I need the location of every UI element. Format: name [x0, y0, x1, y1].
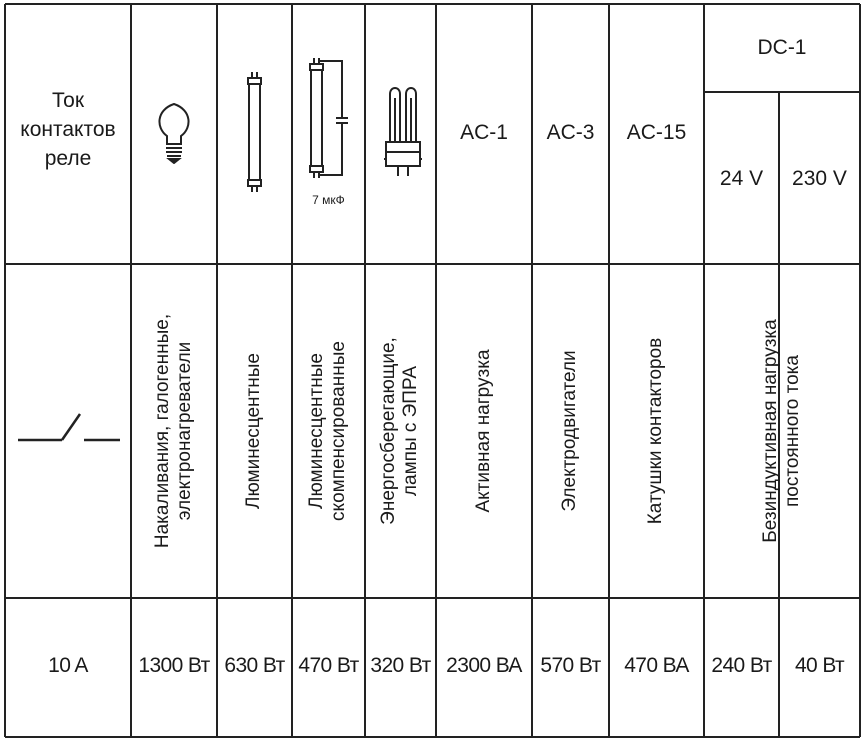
load-motors-label: Электродвигатели: [559, 350, 580, 512]
compact-fluorescent-lamp-icon: [382, 84, 424, 180]
value-active: 2300 ВА: [446, 654, 522, 677]
load-incandescent-label: Накаливания, галогенные, электронагреватели: [152, 313, 195, 549]
load-fluorescent-label: Люминесцентные: [243, 353, 264, 509]
dc1-230v-header: 230 V: [792, 167, 847, 190]
value-dc-230v: 40 Вт: [794, 654, 845, 677]
compensated-fluorescent-icon: [304, 56, 354, 186]
value-incandescent: 1300 Вт: [138, 654, 210, 677]
ac15-header: AC-15: [626, 121, 687, 144]
value-dc-24v: 240 Вт: [711, 654, 772, 677]
load-dc-resistive-label: Безиндуктивная нагрузка постоянного тока: [760, 319, 803, 543]
load-active-label: Активная нагрузка: [473, 349, 494, 513]
dc1-header: DC-1: [757, 36, 807, 59]
value-motors: 570 Вт: [540, 654, 601, 677]
dc1-24v-header: 24 V: [719, 167, 764, 190]
load-energy-saving-label: Энергосберегающие, лампы с ЭПРА: [378, 337, 421, 525]
value-energy-saving: 320 Вт: [370, 654, 431, 677]
load-compensated-label: Люминесцентные скомпенсированные: [306, 341, 349, 521]
value-current: 10 A: [48, 654, 88, 677]
value-compensated: 470 Вт: [298, 654, 359, 677]
ac3-header: AC-3: [546, 121, 595, 144]
fluorescent-tube-icon: [243, 70, 265, 194]
value-fluorescent: 630 Вт: [224, 654, 285, 677]
value-contactor-coils: 470 ВА: [624, 654, 689, 677]
relay-contact-symbol-icon: [18, 412, 122, 444]
capacitor-note: 7 мкФ: [312, 193, 345, 207]
current-header: Ток контактов реле: [20, 89, 116, 170]
incandescent-bulb-icon: [154, 100, 194, 164]
ac1-header: AC-1: [460, 121, 508, 144]
load-contactor-coils-label: Катушки контакторов: [645, 337, 666, 525]
